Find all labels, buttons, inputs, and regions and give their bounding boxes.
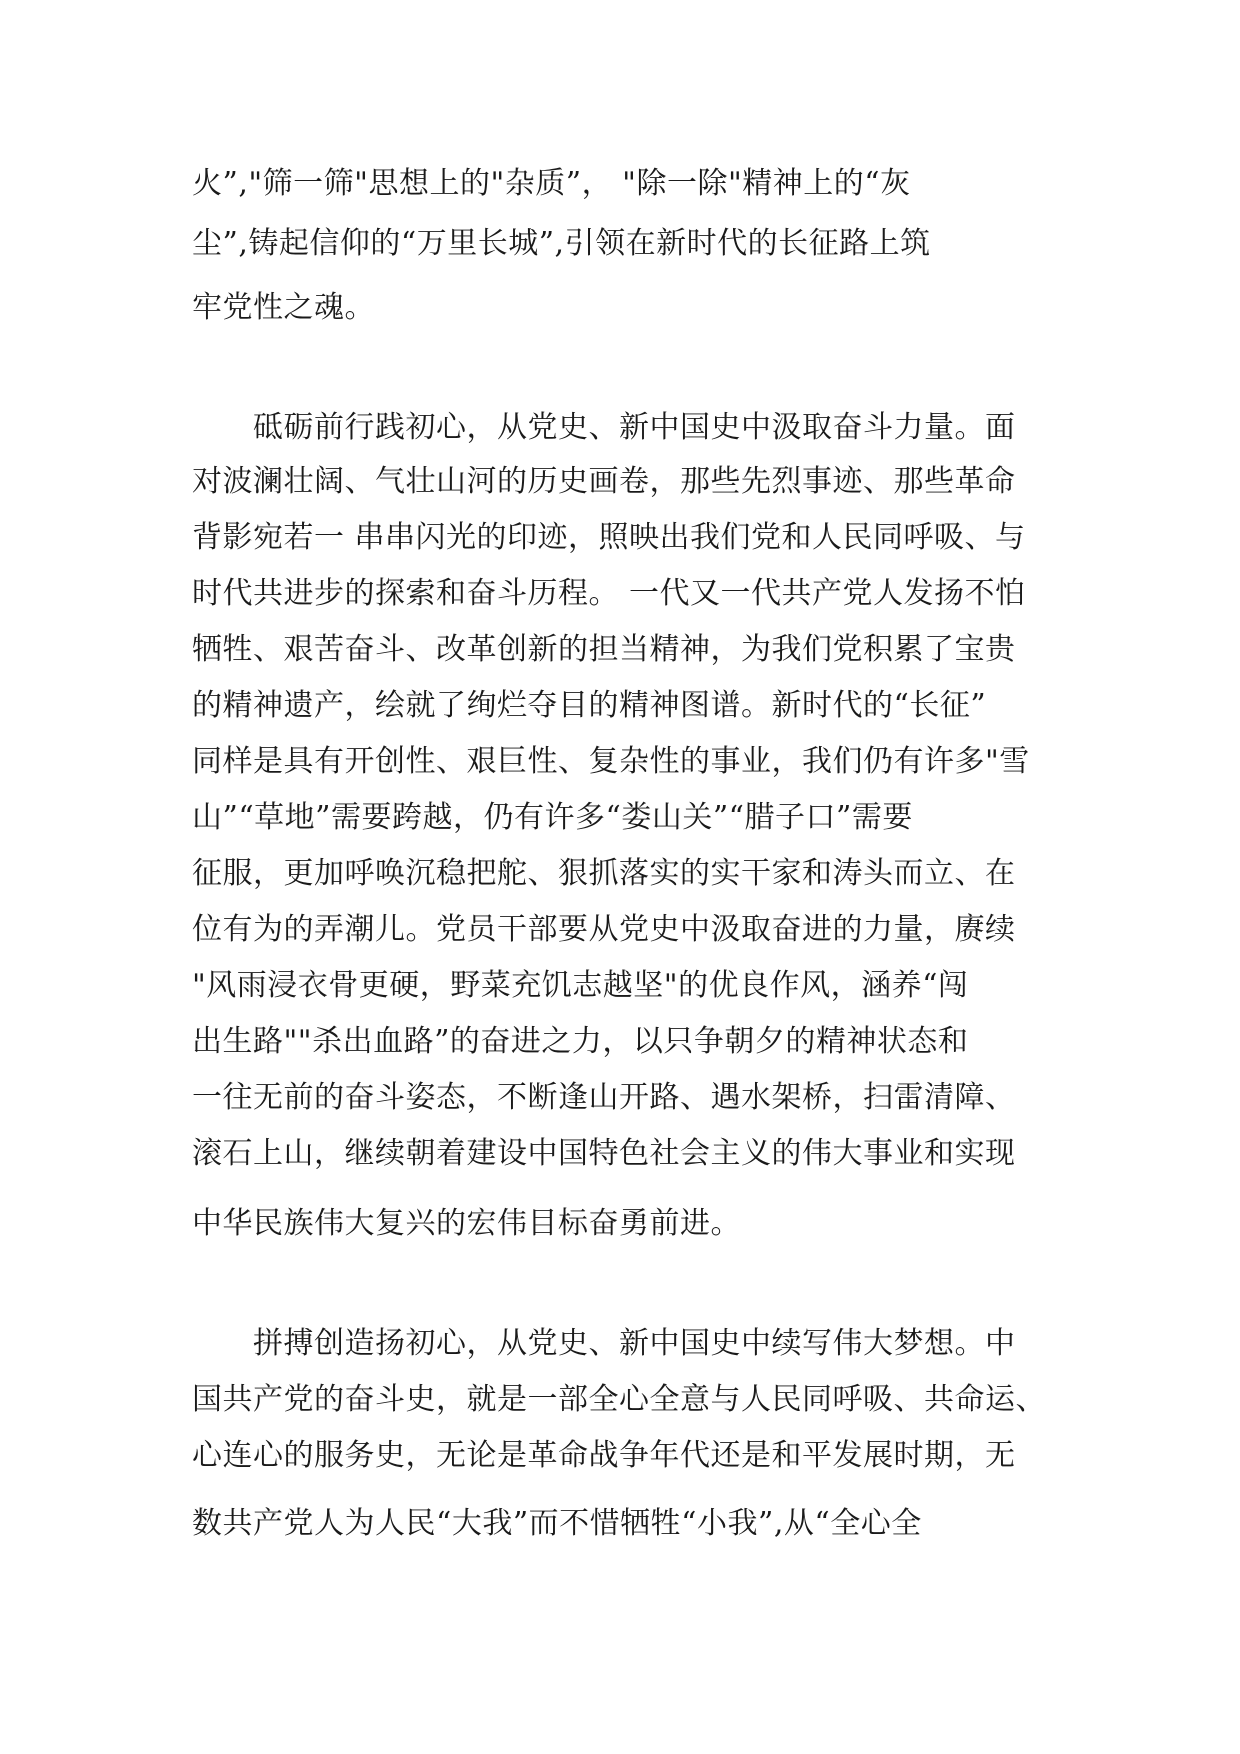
text-line: 国共产党的奋斗史，就是一部全心全意与人民同呼吸、共命运、 <box>192 1382 1046 1417</box>
text-line: 火”,"筛一筛"思想上的"杂质”， "除一除"精神上的“灰 <box>192 166 911 201</box>
text-line: 同样是具有开创性、艰巨性、复杂性的事业，我们仍有许多"雪 <box>192 744 1030 779</box>
text-line: 中华民族伟大复兴的宏伟目标奋勇前进。 <box>192 1206 741 1241</box>
text-line: 尘”,铸起信仰的“万里长城”,引领在新时代的长征路上筑 <box>192 226 931 261</box>
text-line: 出生路""杀出血路”的奋进之力，以只争朝夕的精神状态和 <box>192 1024 969 1059</box>
text-line: 牢党性之魂。 <box>192 290 375 325</box>
text-line: 征服，更加呼唤沉稳把舵、狠抓落实的实干家和涛头而立、在 <box>192 856 1016 891</box>
text-line: 位有为的弄潮儿。党员干部要从党史中汲取奋进的力量，赓续 <box>192 912 1016 947</box>
text-line: 数共产党人为人民“大我”而不惜牺牲“小我”,从“全心全 <box>192 1506 922 1541</box>
text-line: 一往无前的奋斗姿态，不断逢山开路、遇水架桥，扫雷清障、 <box>192 1080 1016 1115</box>
text-line: 拼搏创造扬初心，从党史、新中国史中续写伟大梦想。中 <box>192 1326 1016 1361</box>
text-line: 的精神遗产，绘就了绚烂夺目的精神图谱。新时代的“长征” <box>192 688 987 723</box>
text-line: 牺牲、艰苦奋斗、改革创新的担当精神，为我们党积累了宝贵 <box>192 632 1016 667</box>
text-line: "风雨浸衣骨更硬，野菜充饥志越坚"的优良作风，涵养“闯 <box>192 968 969 1003</box>
text-line: 山”“草地”需要跨越，仍有许多“娄山关”“腊子口”需要 <box>192 800 913 835</box>
text-line: 时代共进步的探索和奋斗历程。 一代又一代共产党人发扬不怕 <box>192 576 1026 611</box>
text-line: 背影宛若一 串串闪光的印迹，照映出我们党和人民同呼吸、与 <box>192 520 1026 555</box>
text-line: 心连心的服务史，无论是革命战争年代还是和平发展时期，无 <box>192 1438 1016 1473</box>
text-line: 对波澜壮阔、气壮山河的历史画卷，那些先烈事迹、那些革命 <box>192 464 1016 499</box>
text-line: 滚石上山，继续朝着建设中国特色社会主义的伟大事业和实现 <box>192 1136 1016 1171</box>
text-line: 砥砺前行践初心，从党史、新中国史中汲取奋斗力量。面 <box>192 410 1016 445</box>
